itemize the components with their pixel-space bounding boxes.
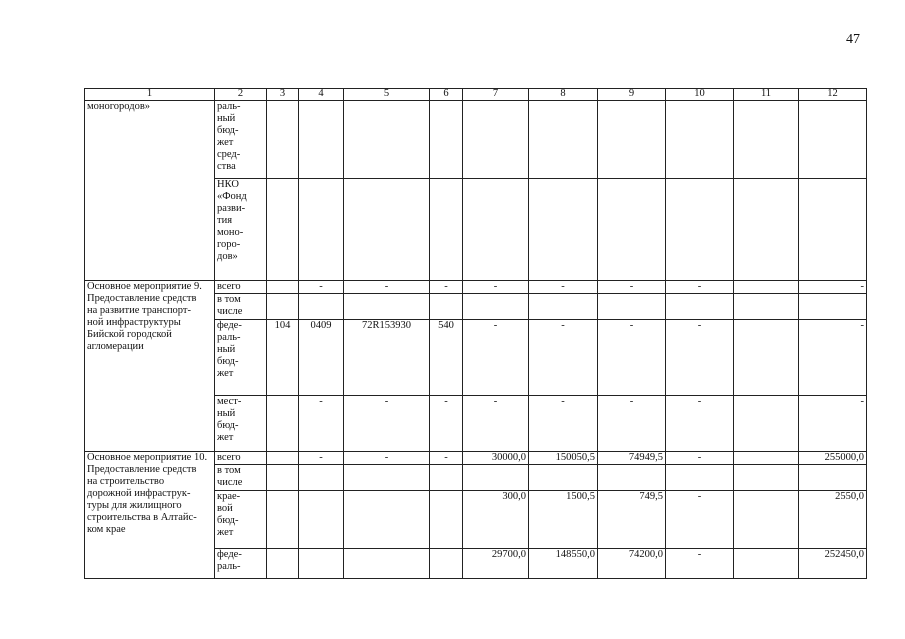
cell-c4: 0409 <box>299 320 344 396</box>
cell-c3 <box>267 549 299 579</box>
cell-c11 <box>734 101 799 179</box>
header-row <box>85 89 867 101</box>
cell-c4 <box>299 549 344 579</box>
cell-c10: - <box>666 281 734 294</box>
cell-c11 <box>734 465 799 491</box>
cell-c6 <box>430 294 463 320</box>
cell-c3 <box>267 294 299 320</box>
cell-c4 <box>299 101 344 179</box>
header-cell: 5 <box>344 89 430 101</box>
cell-c10: - <box>666 320 734 396</box>
cell-c5 <box>344 294 430 320</box>
cell-c7 <box>463 179 529 281</box>
cell-c11 <box>734 179 799 281</box>
cell-c8 <box>529 294 598 320</box>
cell-c10 <box>666 101 734 179</box>
cell-c8 <box>529 179 598 281</box>
cell-c12 <box>799 101 867 179</box>
cell-c5: 72R153930 <box>344 320 430 396</box>
funding-source: всего <box>215 452 267 465</box>
cell-c12: - <box>799 320 867 396</box>
cell-c10 <box>666 179 734 281</box>
header-cell: 2 <box>215 89 267 101</box>
header-cell: 9 <box>598 89 666 101</box>
cell-c9 <box>598 465 666 491</box>
cell-c12 <box>799 179 867 281</box>
cell-c9: - <box>598 320 666 396</box>
cell-c9: - <box>598 281 666 294</box>
page-number: 47 <box>846 32 860 47</box>
cell-c11 <box>734 491 799 549</box>
cell-c7: 29700,0 <box>463 549 529 579</box>
cell-c10 <box>666 294 734 320</box>
cell-c10: - <box>666 491 734 549</box>
cell-c4 <box>299 294 344 320</box>
cell-c7: - <box>463 396 529 452</box>
cell-c10 <box>666 465 734 491</box>
funding-source: всего <box>215 281 267 294</box>
cell-c7: - <box>463 281 529 294</box>
cell-c3 <box>267 281 299 294</box>
header-cell: 4 <box>299 89 344 101</box>
header-cell: 1 <box>85 89 215 101</box>
header-cell: 10 <box>666 89 734 101</box>
cell-c9 <box>598 294 666 320</box>
cell-c12: 255000,0 <box>799 452 867 465</box>
cell-c3 <box>267 101 299 179</box>
cell-c6: 540 <box>430 320 463 396</box>
cell-c6 <box>430 101 463 179</box>
header-cell: 6 <box>430 89 463 101</box>
cell-c3: 104 <box>267 320 299 396</box>
cell-c11 <box>734 452 799 465</box>
cell-c5 <box>344 101 430 179</box>
cell-c6 <box>430 491 463 549</box>
cell-c8: - <box>529 281 598 294</box>
table-row <box>85 281 867 294</box>
cell-c5 <box>344 491 430 549</box>
cell-c5: - <box>344 396 430 452</box>
cell-c8: 150050,5 <box>529 452 598 465</box>
cell-c11 <box>734 396 799 452</box>
cell-c12: 252450,0 <box>799 549 867 579</box>
activity-description: моногородов» <box>85 101 215 281</box>
activity-description: Основное мероприятие 9. Предоставление средств на развитие транспорт- ной инфраструктуры Бийской городской агломерации <box>85 281 215 452</box>
header-cell: 3 <box>267 89 299 101</box>
cell-c11 <box>734 281 799 294</box>
cell-c12 <box>799 465 867 491</box>
cell-c8 <box>529 101 598 179</box>
cell-c3 <box>267 452 299 465</box>
table-row <box>85 452 867 465</box>
cell-c7: - <box>463 320 529 396</box>
cell-c4: - <box>299 452 344 465</box>
cell-c5 <box>344 549 430 579</box>
cell-c5 <box>344 465 430 491</box>
cell-c10: - <box>666 396 734 452</box>
cell-c9: - <box>598 396 666 452</box>
cell-c3 <box>267 465 299 491</box>
cell-c8: - <box>529 396 598 452</box>
cell-c9 <box>598 101 666 179</box>
header-cell: 11 <box>734 89 799 101</box>
cell-c3 <box>267 396 299 452</box>
cell-c6 <box>430 549 463 579</box>
header-cell: 7 <box>463 89 529 101</box>
cell-c6 <box>430 179 463 281</box>
cell-c6: - <box>430 452 463 465</box>
cell-c4 <box>299 179 344 281</box>
funding-source: феде- раль- <box>215 549 267 579</box>
cell-c12 <box>799 294 867 320</box>
funding-source: НКО «Фонд разви- тия моно- горо- дов» <box>215 179 267 281</box>
cell-c11 <box>734 294 799 320</box>
cell-c7 <box>463 294 529 320</box>
cell-c6 <box>430 465 463 491</box>
cell-c5 <box>344 179 430 281</box>
cell-c8: 1500,5 <box>529 491 598 549</box>
funding-source: крае- вой бюд- жет <box>215 491 267 549</box>
cell-c9: 749,5 <box>598 491 666 549</box>
budget-table <box>84 88 867 579</box>
cell-c7 <box>463 465 529 491</box>
cell-c10: - <box>666 452 734 465</box>
cell-c7: 30000,0 <box>463 452 529 465</box>
funding-source: в том числе <box>215 294 267 320</box>
cell-c12: - <box>799 281 867 294</box>
funding-source: в том числе <box>215 465 267 491</box>
funding-source: феде- раль- ный бюд- жет <box>215 320 267 396</box>
cell-c12: 2550,0 <box>799 491 867 549</box>
cell-c6: - <box>430 281 463 294</box>
cell-c9: 74949,5 <box>598 452 666 465</box>
cell-c3 <box>267 179 299 281</box>
cell-c11 <box>734 549 799 579</box>
cell-c9: 74200,0 <box>598 549 666 579</box>
cell-c4 <box>299 491 344 549</box>
activity-description: Основное мероприятие 10. Предоставление средств на строительство дорожной инфраструк- туры для жилищного строительства в Алтайс- ком крае <box>85 452 215 579</box>
cell-c3 <box>267 491 299 549</box>
funding-source: раль- ный бюд- жет сред- ства <box>215 101 267 179</box>
table-row <box>85 101 867 179</box>
cell-c9 <box>598 179 666 281</box>
cell-c10: - <box>666 549 734 579</box>
cell-c5: - <box>344 452 430 465</box>
cell-c7: 300,0 <box>463 491 529 549</box>
cell-c8: - <box>529 320 598 396</box>
header-cell: 12 <box>799 89 867 101</box>
cell-c4: - <box>299 396 344 452</box>
cell-c4 <box>299 465 344 491</box>
cell-c8: 148550,0 <box>529 549 598 579</box>
funding-source: мест- ный бюд- жет <box>215 396 267 452</box>
cell-c7 <box>463 101 529 179</box>
cell-c8 <box>529 465 598 491</box>
cell-c12: - <box>799 396 867 452</box>
cell-c5: - <box>344 281 430 294</box>
cell-c6: - <box>430 396 463 452</box>
cell-c4: - <box>299 281 344 294</box>
header-cell: 8 <box>529 89 598 101</box>
cell-c11 <box>734 320 799 396</box>
